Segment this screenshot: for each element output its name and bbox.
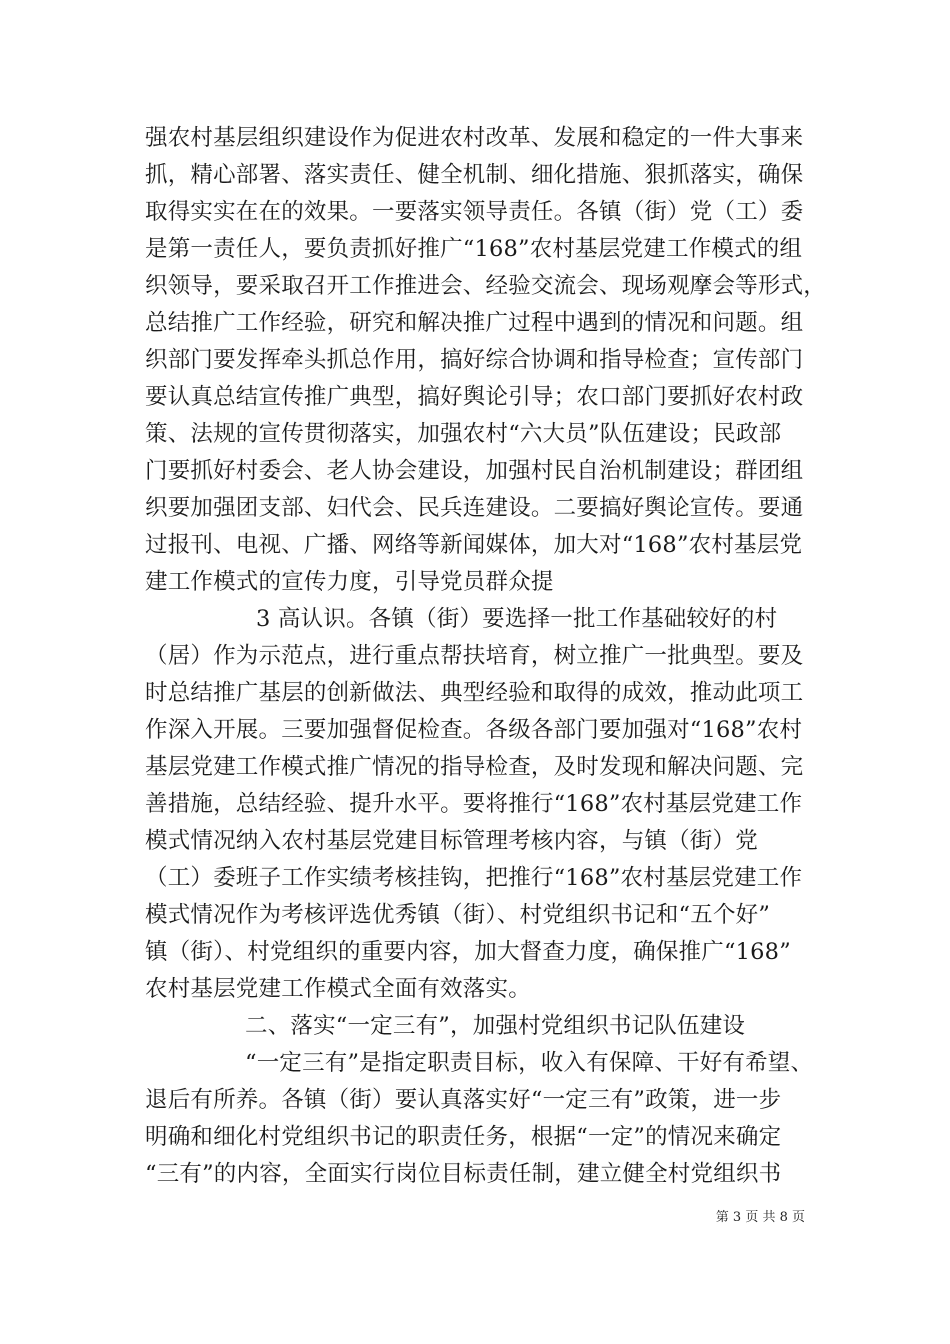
- text-line: 抓，精心部署、落实责任、健全机制、细化措施、狠抓落实，确保: [145, 162, 804, 188]
- text-line: 模式情况作为考核评选优秀镇（街）、村党组织书记和“五个好”: [145, 902, 771, 928]
- text-line-indented: 3 高认识。各镇（街）要选择一批工作基础较好的村: [256, 606, 778, 632]
- text-line: （居）作为示范点，进行重点帮扶培育，树立推广一批典型。要及: [145, 643, 804, 669]
- text-line: 农村基层党建工作模式全面有效落实。: [145, 976, 531, 1002]
- text-line: 建工作模式的宣传力度，引导党员群众提: [145, 569, 554, 595]
- text-line: 织领导，要采取召开工作推进会、经验交流会、现场观摩会等形式，: [145, 273, 827, 299]
- text-line: （工）委班子工作实绩考核挂钩，把推行“168”农村基层党建工作: [145, 865, 803, 891]
- text-line: 强农村基层组织建设作为促进农村改革、发展和稳定的一件大事来: [145, 125, 804, 151]
- page-number-footer: 第 3 页 共 8 页: [715, 1210, 805, 1225]
- text-line-indented: “一定三有”是指定职责目标，收入有保障、干好有希望、: [245, 1050, 814, 1076]
- text-line: 策、法规的宣传贯彻落实，加强农村“六大员”队伍建设；民政部: [145, 421, 782, 447]
- section-heading: 二、落实“一定三有”，加强村党组织书记队伍建设: [245, 1013, 746, 1039]
- text-line: 镇（街）、村党组织的重要内容，加大督查力度，确保推广“168”: [145, 939, 791, 965]
- text-line: 取得实实在在的效果。一要落实领导责任。各镇（街）党（工）委: [145, 199, 804, 225]
- text-line: 要认真总结宣传推广典型，搞好舆论引导；农口部门要抓好农村政: [145, 384, 804, 410]
- text-line: 织要加强团支部、妇代会、民兵连建设。二要搞好舆论宣传。要通: [145, 495, 804, 521]
- text-line: 织部门要发挥牵头抓总作用，搞好综合协调和指导检查；宣传部门: [145, 347, 804, 373]
- text-line: 明确和细化村党组织书记的职责任务，根据“一定”的情况来确定: [145, 1124, 782, 1150]
- text-line: 退后有所养。各镇（街）要认真落实好“一定三有”政策，进一步: [145, 1087, 782, 1113]
- text-line: 善措施，总结经验、提升水平。要将推行“168”农村基层党建工作: [145, 791, 803, 817]
- text-line: 门要抓好村委会、老人协会建设，加强村民自治机制建设；群团组: [145, 458, 804, 484]
- text-line: 是第一责任人，要负责抓好推广“168”农村基层党建工作模式的组: [145, 236, 803, 262]
- text-line: 时总结推广基层的创新做法、典型经验和取得的成效，推动此项工: [145, 680, 804, 706]
- text-line: 模式情况纳入农村基层党建目标管理考核内容，与镇（街）党: [145, 828, 758, 854]
- text-line: 总结推广工作经验，研究和解决推广过程中遇到的情况和问题。组: [145, 310, 804, 336]
- text-line: 基层党建工作模式推广情况的指导检查，及时发现和解决问题、完: [145, 754, 804, 780]
- text-line: “三有”的内容，全面实行岗位目标责任制，建立健全村党组织书: [145, 1161, 782, 1187]
- text-line: 过报刊、电视、广播、网络等新闻媒体，加大对“168”农村基层党: [145, 532, 803, 558]
- text-line: 作深入开展。三要加强督促检查。各级各部门要加强对“168”农村: [145, 717, 803, 743]
